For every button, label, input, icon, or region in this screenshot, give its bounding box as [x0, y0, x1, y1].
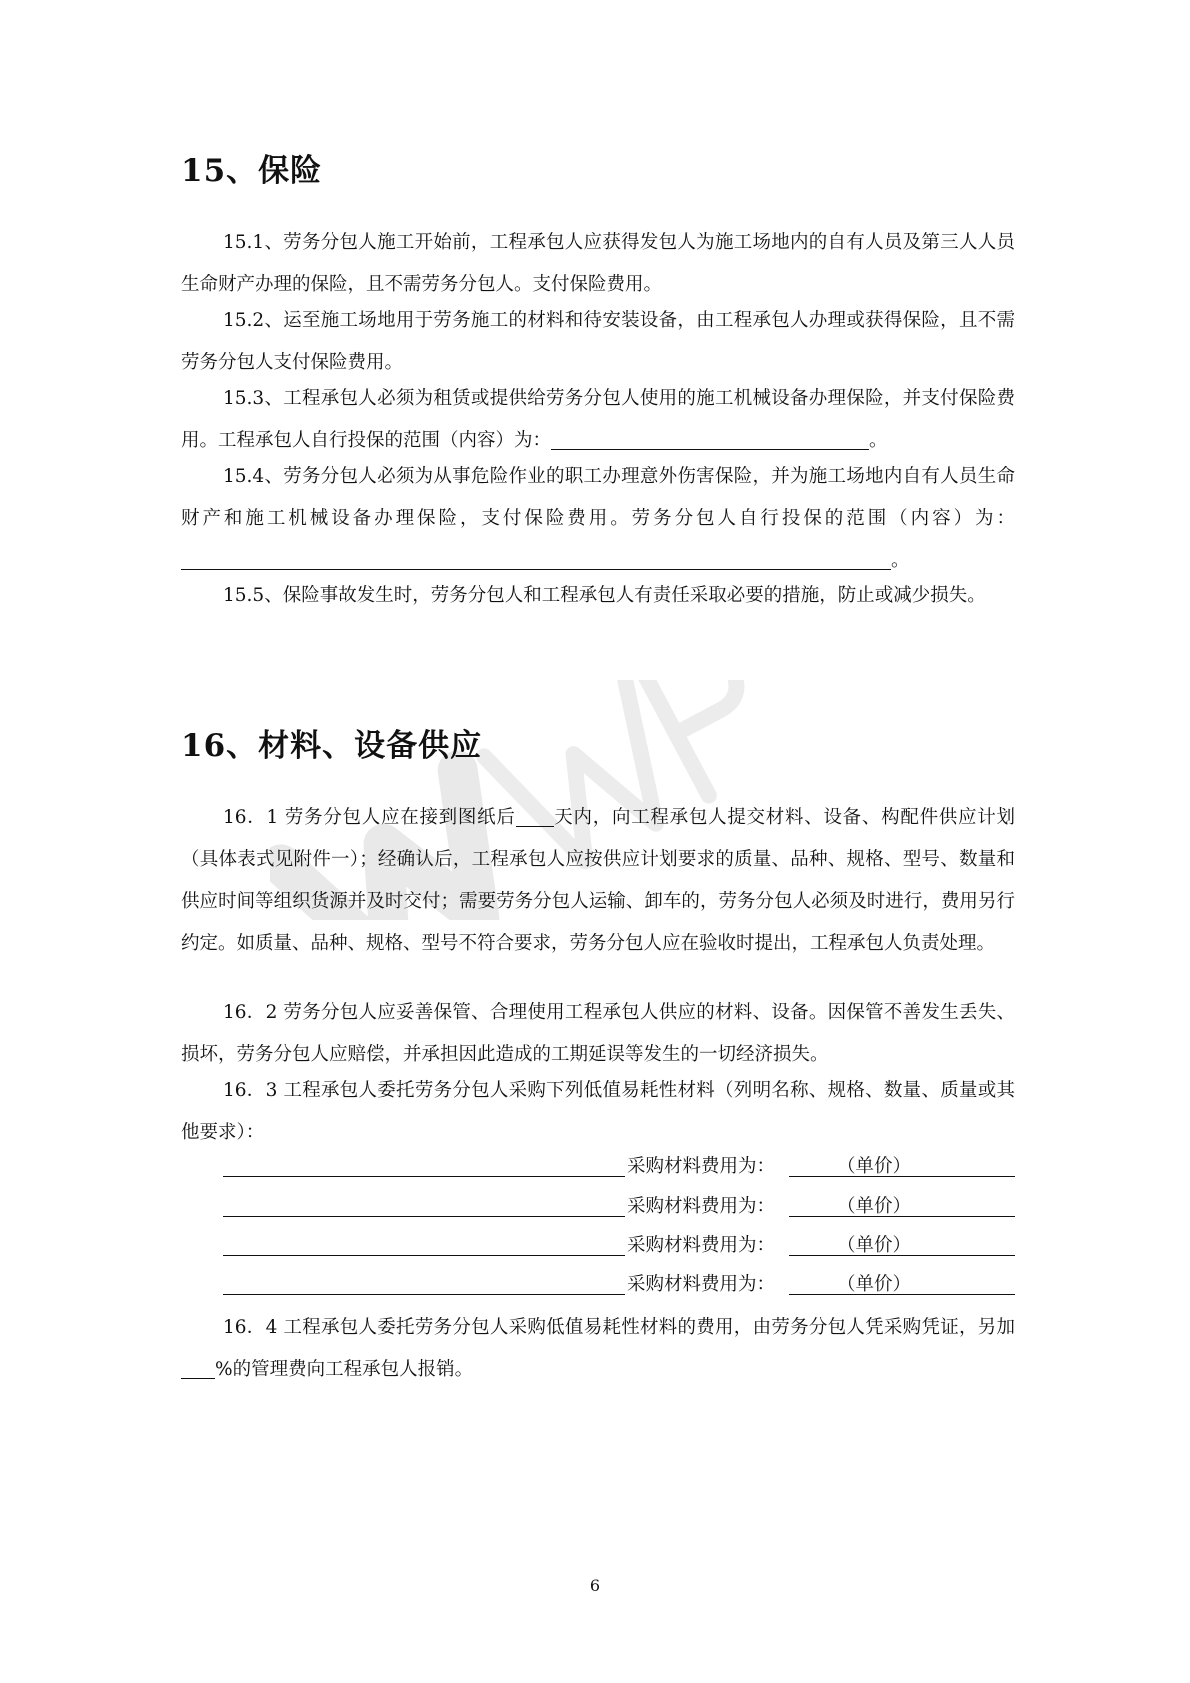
paragraph-16-4-text: 16．4 工程承包人委托劳务分包人采购低值易耗性材料的费用，由劳务分包人凭采购凭证，另加: [223, 1317, 1015, 1338]
section-15-title: 15、保险: [181, 153, 323, 189]
purchase-row: [223, 1192, 1015, 1222]
paragraph-16-1-text: 16．1 劳务分包人应在接到图纸后: [223, 807, 516, 828]
page-number: 6: [589, 1576, 601, 1595]
unit-price-label: （单价）: [837, 1196, 912, 1217]
material-name-blank: [223, 1294, 625, 1295]
unit-price-label: （单价）: [837, 1274, 912, 1295]
price-blank: [789, 1176, 1015, 1177]
paragraph-15-3: [181, 378, 1015, 462]
paragraph-15-3-end: 。: [869, 430, 888, 451]
paragraph-16-4-rest: %的管理费向工程承包人报销。: [215, 1359, 474, 1380]
purchase-label: 采购材料费用为：: [627, 1235, 776, 1256]
paragraph-15-3-text: 15.3、工程承包人必须为租赁或提供给劳务分包人使用的施工机械设备办理保险，并支付保险费用。工程承包人自行投保的范围（内容）为：: [181, 388, 1015, 451]
days-blank: [516, 804, 554, 827]
paragraph-16-1: [181, 797, 1015, 965]
purchase-label: 采购材料费用为：: [627, 1196, 776, 1217]
purchase-row: [223, 1270, 1015, 1300]
price-blank: [789, 1255, 1015, 1256]
unit-price-label: （单价）: [837, 1156, 912, 1177]
purchase-label: 采购材料费用为：: [627, 1274, 776, 1295]
paragraph-16-1-rest: 天内，向工程承包人提交材料、设备、构配件供应计划（具体表式见附件一）；经确认后，工程承包人应按供应计划要求的质量、品种、规格、型号、数量和供应时间等组织货源并及时交付；需要劳务分包人运输、卸车的，劳务分包人必须及时进行，费用另行约定。如质量、品种、规格、型号不符合要求，劳务分包人应在验收时提出，工程承包人负责处理。: [181, 807, 1015, 954]
paragraph-15-4-text: 15.4、劳务分包人必须为从事危险作业的职工办理意外伤害保险，并为施工场地内自有人员生命财产和施工机械设备办理保险，支付保险费用。劳务分包人自行投保的范围（内容）为：: [181, 466, 1015, 529]
section-16-title: 16、材料、设备供应: [181, 728, 483, 764]
management-fee-blank: [181, 1356, 215, 1379]
purchase-row: [223, 1152, 1015, 1182]
paragraph-16-4: [181, 1307, 1015, 1391]
price-blank: [789, 1216, 1015, 1217]
price-blank: [789, 1294, 1015, 1295]
paragraph-15-1: 15.1、劳务分包人施工开始前，工程承包人应获得发包人为施工场地内的自有人员及第三人人员生命财产办理的保险，且不需劳务分包人。支付保险费用。: [181, 232, 1015, 295]
material-name-blank: [223, 1216, 625, 1217]
material-name-blank: [223, 1176, 625, 1177]
subcontractor-scope-blank: [181, 547, 891, 570]
unit-price-label: （单价）: [837, 1235, 912, 1256]
paragraph-16-3: 16．3 工程承包人委托劳务分包人采购下列低值易耗性材料（列明名称、规格、数量、质量或其他要求）：: [181, 1080, 1015, 1143]
purchase-row: [223, 1231, 1015, 1261]
paragraph-15-4-end: 。: [891, 550, 910, 571]
insured-scope-blank: [551, 427, 869, 450]
paragraph-15-2: 15.2、运至施工场地用于劳务施工的材料和待安装设备，由工程承包人办理或获得保险，且不需劳务分包人支付保险费用。: [181, 310, 1015, 373]
paragraph-15-5: 15.5、保险事故发生时，劳务分包人和工程承包人有责任采取必要的措施，防止或减少损失。: [223, 585, 986, 606]
purchase-label: 采购材料费用为：: [627, 1156, 776, 1177]
paragraph-15-4: [181, 456, 1015, 582]
material-name-blank: [223, 1255, 625, 1256]
paragraph-16-2: 16．2 劳务分包人应妥善保管、合理使用工程承包人供应的材料、设备。因保管不善发生丢失、损坏，劳务分包人应赔偿，并承担因此造成的工期延误等发生的一切经济损失。: [181, 1002, 1015, 1065]
